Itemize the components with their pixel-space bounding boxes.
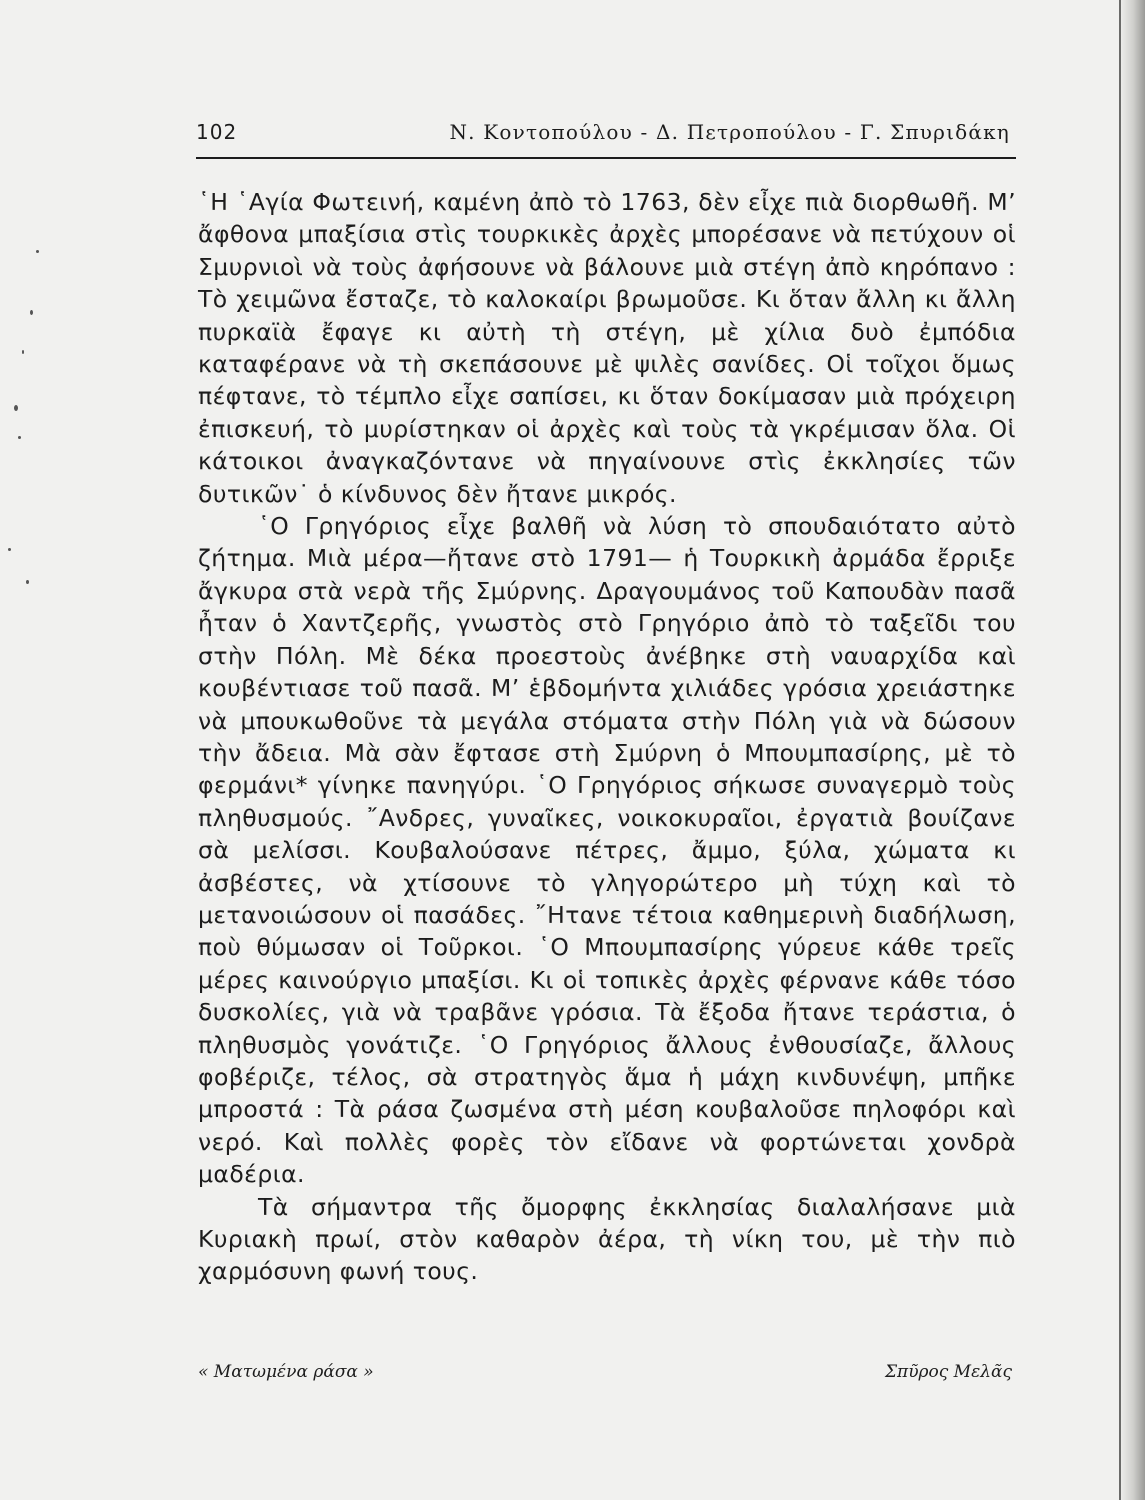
page-footer bbox=[198, 1362, 1016, 1392]
author-credit: Σπῦρος Μελᾶς bbox=[885, 1362, 1012, 1382]
scan-speck bbox=[22, 350, 24, 354]
scan-speck bbox=[36, 250, 39, 253]
body-text bbox=[198, 186, 1016, 1288]
header-rule bbox=[196, 157, 1016, 159]
page-number: 102 bbox=[196, 120, 238, 144]
running-head: Ν. Κοντοπούλου - Δ. Πετροπούλου - Γ. Σπυριδάκη bbox=[449, 120, 1010, 144]
source-title: « Ματωμένα ράσα » bbox=[198, 1362, 374, 1382]
scan-speck bbox=[18, 436, 21, 439]
scan-speck bbox=[14, 405, 18, 411]
paragraph: ῾Ο Γρηγόριος εἶχε βαλθῆ νὰ λύση τὸ σπουδαιότατο αὐτὸ ζήτημα. Μιὰ μέρα—ἤτανε στὸ 1791— ἡ Τουρκικὴ ἀρμάδα ἔρριξε ἄγκυρα στὰ νερὰ τῆς Σμύρνης. Δραγουμάνος τοῦ Καπουδὰν πασᾶ ἦταν ὁ Χαντζερῆς, γνωστὸς στὸ Γρηγόριο ἀπὸ τὸ ταξεῖδι του στὴν Πόλη. Μὲ δέκα προεστοὺς ἀνέβηκε στὴ ναυαρχίδα καὶ κουβέντιασε τοῦ πασᾶ. Μ’ ἑβδομήντα χιλιάδες γρόσια χρειάστηκε νὰ μπουκωθοῦνε τὰ μεγάλα στόματα στὴν Πόλη γιὰ νὰ δώσουν τὴν ἄδεια. Μὰ σὰν ἔφτασε στὴ Σμύρνη ὁ Μπουμπασίρης, μὲ τὸ φερμάνι* γίνηκε πανηγύρι. ῾Ο Γρηγόριος σήκωσε συναγερμὸ τοὺς πληθυσμούς. ῎Ανδρες, γυναῖκες, νοικοκυραῖοι, ἐργατιὰ βουίζανε σὰ μελίσσι. Κουβαλούσανε πέτρες, ἄμμο, ξύλα, χώματα κι ἀσβέστες, νὰ χτίσουνε τὸ γληγορώτερο μὴ τύχη καὶ τὸ μετανοιώσουν οἱ πασάδες. ῎Ητανε τέτοια καθημερινὴ διαδήλωση, ποὺ θύμωσαν οἱ Τοῦρκοι. ῾Ο Μπουμπασίρης γύρευε κάθε τρεῖς μέρες καινούργιο μπαξίσι. Κι οἱ τοπικὲς ἀρχὲς φέρνανε κάθε τόσο δυσκολίες, γιὰ νὰ τραβᾶνε γρόσια. Τὰ ἔξοδα ἤτανε τεράστια, ὁ πληθυσμὸς γονάτιζε. ῾Ο Γρηγόριος ἄλλους ἐνθουσίαζε, ἄλλους φοβέριζε, τέλος, σὰ στρατηγὸς ἅμα ἡ μάχη κινδυνέψη, μπῆκε μπροστά : Τὰ ράσα ζωσμένα στὴ μέση κουβαλοῦσε πηλοφόρι καὶ νερό. Καὶ πολλὲς φορὲς τὸν εἴδανε νὰ φορτώνεται χονδρὰ μαδέρια. bbox=[198, 512, 1016, 1189]
paragraph: ῾Η ῾Αγία Φωτεινή, καμένη ἀπὸ τὸ 1763, δὲν εἶχε πιὰ διορθωθῆ. Μ’ ἄφθονα μπαξίσια στὶς τουρκικὲς ἀρχὲς μπορέσανε νὰ πετύχουν οἱ Σμυρνιοὶ νὰ τοὺς ἀφήσουνε νὰ βάλουνε μιὰ στέγη ἀπὸ κηρόπανο : Τὸ χειμῶνα ἔσταζε, τὸ καλοκαίρι βρωμοῦσε. Κι ὅταν ἄλλη κι ἄλλη πυρκαϊὰ ἔφαγε κι αὐτὴ τὴ στέγη, μὲ χίλια δυὸ ἐμπόδια καταφέρανε νὰ τὴ σκεπάσουνε μὲ ψιλὲς σανίδες. Οἱ τοῖχοι ὅμως πέφτανε, τὸ τέμπλο εἶχε σαπίσει, κι ὅταν δοκίμασαν μιὰ πρόχειρη ἐπισκευή, τὸ μυρίστηκαν οἱ ἀρχὲς καὶ τοὺς τὰ γκρέμισαν ὅλα. Οἱ κάτοικοι ἀναγκαζόντανε νὰ πηγαίνουνε στὶς ἐκκλησίες τῶν δυτικῶν˙ ὁ κίνδυνος δὲν ἤτανε μικρός. bbox=[198, 188, 1016, 508]
scan-speck bbox=[8, 548, 11, 551]
paragraph: Τὰ σήμαντρα τῆς ὄμορφης ἐκκλησίας διαλαλήσανε μιὰ Κυριακὴ πρωί, στὸν καθαρὸν ἀέρα, τὴ νίκη του, μὲ τὴν πιὸ χαρμόσυνη φωνή τους. bbox=[198, 1192, 1016, 1286]
page-header bbox=[196, 120, 1018, 158]
scan-speck bbox=[26, 580, 29, 584]
page-edge-line bbox=[1119, 0, 1121, 1500]
page-edge-shadow bbox=[1119, 0, 1145, 1500]
scan-speck bbox=[30, 310, 33, 315]
